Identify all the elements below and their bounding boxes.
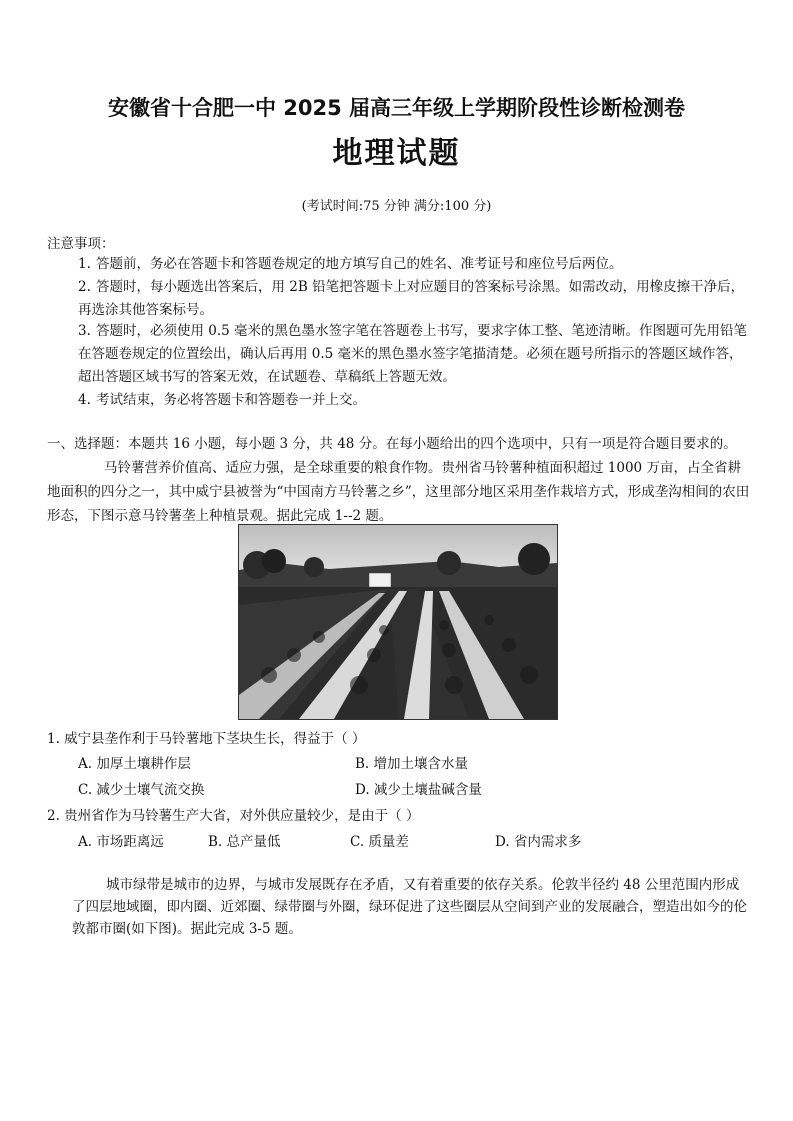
question-1: 1. 威宁县垄作利于马铃薯地下茎块生长，得益于（ ） [47, 731, 366, 747]
q1-option-d: D. 减少土壤盐碱含量 [355, 782, 482, 798]
note-number: 2. [78, 279, 91, 295]
potato-field-photo [238, 524, 558, 720]
q1-option-b: B. 增加土壤含水量 [355, 756, 469, 772]
notes-heading: 注意事项： [47, 236, 115, 252]
q2-option-d: D. 省内需求多 [495, 834, 582, 850]
note-text: 答题时，必须使用 0.5 毫米的黑色墨水签字笔在答题卷上书写，要求字体工整、笔迹清晰。作图题可先用铅笔在答题卷规定的位置绘出，确认后再用 0.5 毫米的黑色墨水签字笔描清楚。必须在题号所指示的答题区域作答，超出答题区域书写的答案无效，在试题卷、草稿纸上答题无效。 [78, 323, 748, 385]
note-number: 4. [78, 392, 91, 408]
note-text: 答题前，务必在答题卡和答题卷规定的地方填写自己的姓名、准考证号和座位号后两位。 [96, 256, 623, 272]
q2-option-b: B. 总产量低 [208, 834, 281, 850]
section-heading: 一、选择题：本题共 16 小题，每小题 3 分，共 48 分。在每小题给出的四个选项中，只有一项是符合题目要求的。 [47, 436, 737, 452]
q2-option-a: A. 市场距离远 [78, 834, 164, 850]
q2-option-c: C. 质量差 [350, 834, 409, 850]
note-item-4 [78, 389, 753, 412]
subject-title: 地理试题 [332, 136, 461, 171]
note-text: 考试结束，务必将答题卡和答题卷一并上交。 [96, 392, 366, 408]
exam-title: 安徽省十合肥一中 2025 届高三年级上学期阶段性诊断检测卷 [107, 96, 686, 120]
note-text: 答题时，每小题选出答案后，用 2B 铅笔把答题卡上对应题目的答案标号涂黑。如需改动，用橡皮擦干净后，再选涂其他答案标号。 [78, 279, 745, 318]
note-number: 3. [78, 323, 91, 339]
q1-option-a: A. 加厚土壤耕作层 [78, 756, 191, 772]
material-london-greenbelt: 城市绿带是城市的边界，与城市发展既存在矛盾，又有着重要的依存关系。伦敦半径约 48 公里范围内形成了四层地域圈，即内圈、近郊圈、绿带圈与外圈，绿环促进了这些圈层从空间到产业的发展融合，塑造出如今的伦敦都市圈(如下图)。据此完成 3-5 题。 [72, 877, 747, 937]
exam-time-info: (考试时间:75 分钟 满分:100 分) [301, 199, 492, 214]
note-number: 1. [78, 256, 91, 272]
q1-option-c: C. 减少土壤气流交换 [78, 782, 205, 798]
note-item-1 [78, 253, 753, 276]
material-potato: 马铃薯营养价值高、适应力强，是全球重要的粮食作物。贵州省马铃薯种植面积超过 1000 万亩，占全省耕地面积的四分之一，其中威宁县被誉为“中国南方马铃薯之乡”，这里部分地区采用垄作栽培方式，形成垄沟相间的农田形态，下图示意马铃薯垄上种植景观。据此完成 1--2 题。 [47, 460, 750, 524]
question-2: 2. 贵州省作为马铃薯生产大省，对外供应量较少，是由于（ ） [47, 808, 420, 824]
note-item-2 [78, 276, 750, 322]
note-item-3 [78, 320, 753, 389]
